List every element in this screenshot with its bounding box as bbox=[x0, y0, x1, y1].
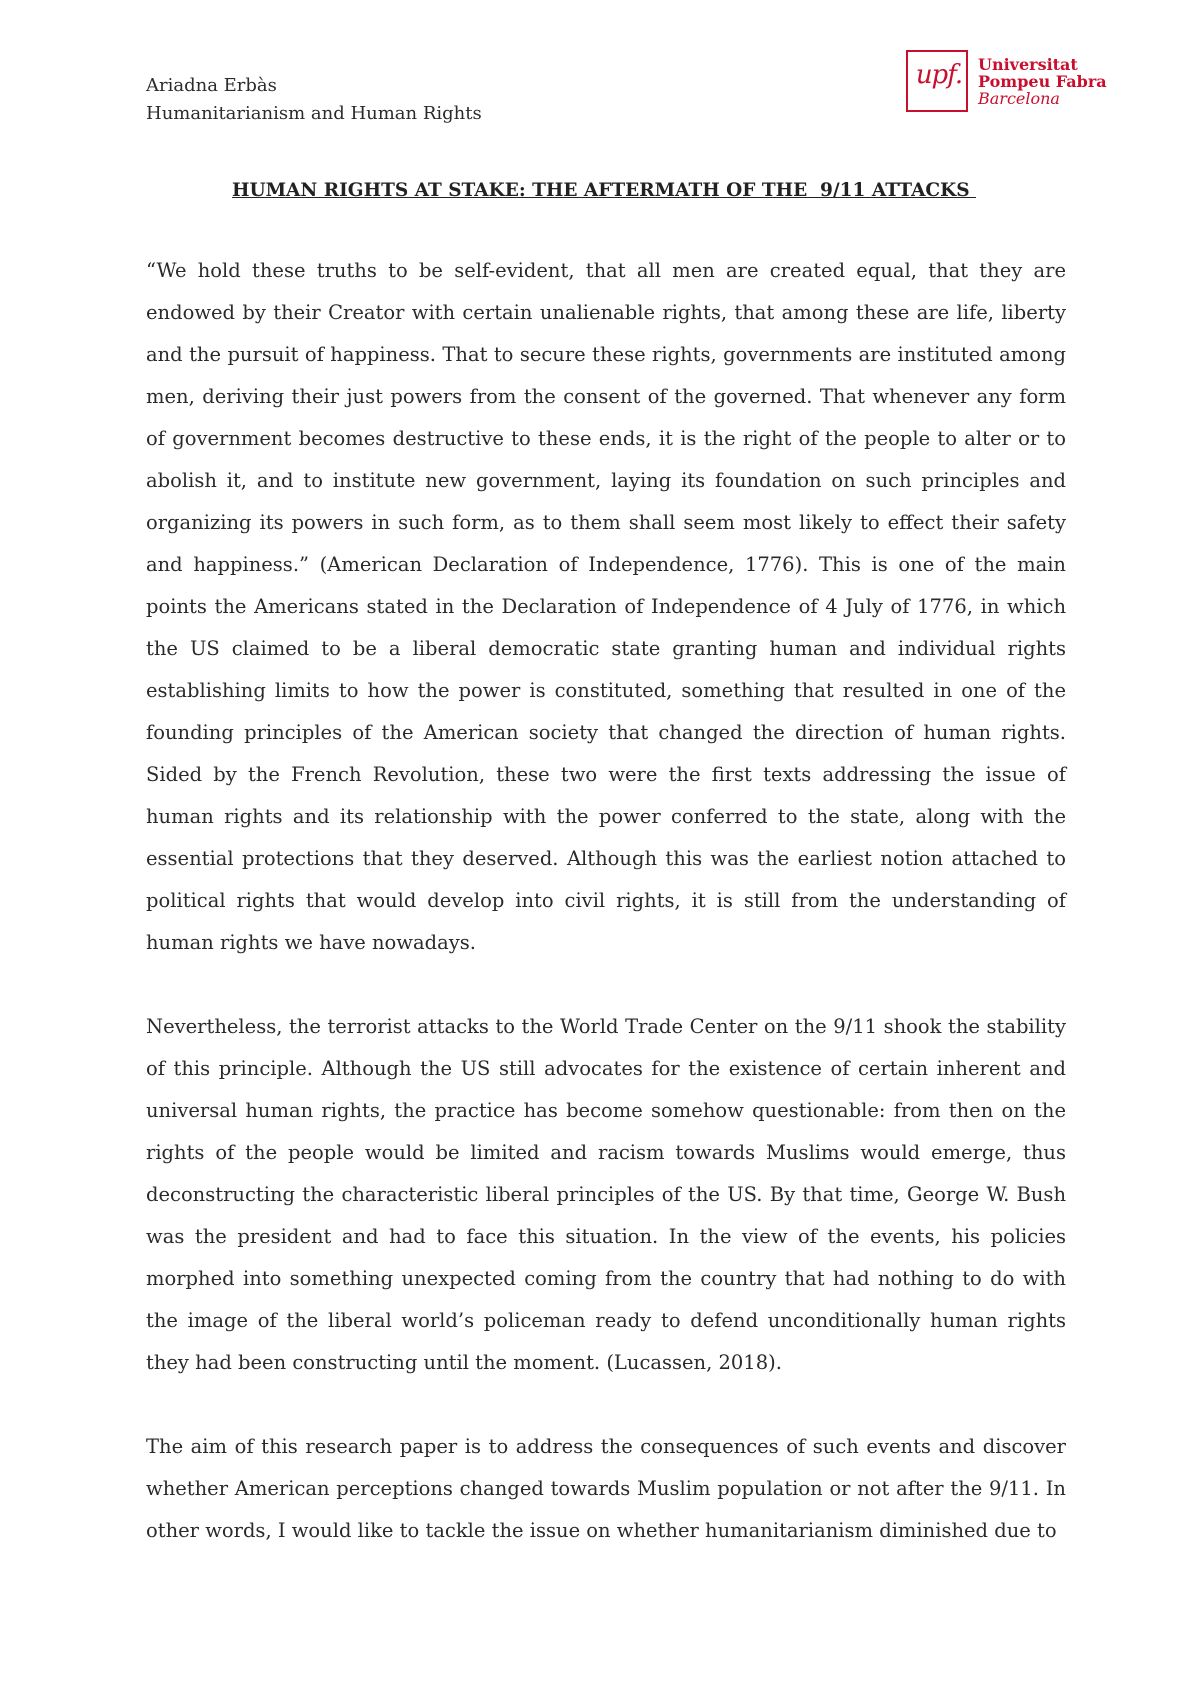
author-name: Ariadna Erbàs bbox=[146, 75, 277, 96]
logo-line-universitat: Universitat bbox=[978, 54, 1078, 74]
document-header bbox=[146, 72, 482, 128]
document-body bbox=[146, 250, 1066, 1552]
document-title: HUMAN RIGHTS AT STAKE: THE AFTERMATH OF THE 9/11 ATTACKS bbox=[231, 180, 977, 201]
paragraph-2: Nevertheless, the terrorist attacks to the World Trade Center on the 9/11 shook the stability of this principle. Although the US still advocates for the existence of certain inherent and universal human rights, the practice has become somehow questionable: from then on the rights of the people would be limited and racism towards Muslims would emerge, thus deconstructing the characteristic liberal principles of the US. By that time, George W. Bush was the president and had to face this situation. In the view of the events, his policies morphed into something unexpected coming from the country that had nothing to do with the image of the liberal world’s policeman ready to defend unconditionally human rights they had been constructing until the moment. (Lucassen, 2018). bbox=[146, 1015, 1066, 1374]
logo-wordmark bbox=[978, 56, 1107, 107]
logo-line-barcelona: Barcelona bbox=[978, 88, 1060, 108]
paragraph-1: “We hold these truths to be self-evident, that all men are created equal, that they are endowed by their Creator with certain unalienable rights, that among these are life, liberty and the pursuit of happiness. That to secure these rights, governments are instituted among men, deriving their just powers from the consent of the governed. That whenever any form of government becomes destructive to these ends, it is the right of the people to alter or to abolish it, and to institute new government, laying its foundation on such principles and organizing its powers in such form, as to them shall seem most likely to effect their safety and happiness.” (American Declaration of Independence, 1776). This is one of the main points the Americans stated in the Declaration of Independence of 4 July of 1776, in which the US claimed to be a liberal democratic state granting human and individual rights establishing limits to how the power is constituted, something that resulted in one of the founding principles of the American society that changed the direction of human rights. Sided by the French Revolution, these two were the first texts addressing the issue of human rights and its relationship with the power conferred to the state, along with the essential protections that they deserved. Although this was the earliest notion attached to political rights that would develop into civil rights, it is still from the understanding of human rights we have nowadays. bbox=[146, 259, 1066, 954]
course-name: Humanitarianism and Human Rights bbox=[146, 103, 482, 124]
university-logo bbox=[906, 50, 1107, 112]
paragraph-3: The aim of this research paper is to address the consequences of such events and discover whether American perceptions changed towards Muslim population or not after the 9/11. In other words, I would like to tackle the issue on whether humanitarianism diminished due to bbox=[146, 1435, 1066, 1542]
logo-line-pompeu-fabra: Pompeu Fabra bbox=[978, 71, 1107, 91]
upf-logo-mark bbox=[906, 50, 968, 112]
logo-mark-text: upf. bbox=[915, 60, 963, 90]
